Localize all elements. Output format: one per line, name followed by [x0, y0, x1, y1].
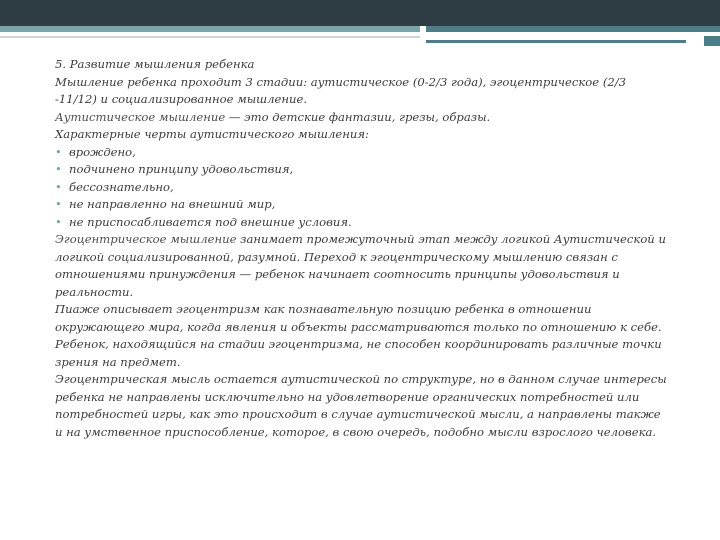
- paragraph-stages: Мышление ребенка проходит 3 стадии: аутистическое (0-2/3 года), эгоцентрическое (2/3 -11/12) и социализированное мышление.: [55, 74, 627, 106]
- bullet-marker: •: [55, 179, 62, 194]
- bullet-marker: •: [55, 197, 62, 211]
- paragraph-egocentric: [55, 231, 667, 301]
- accent-cap-right: [704, 36, 720, 46]
- egocentric-description: занимает промежуточный этап между логикой Аутистической и логикой социализированной, разумной. Переход к эгоцентрическому мышлению связан с отношениями принуждения — ребенок начинает соотносить принципы удовольствия и реальности.: [55, 232, 666, 299]
- accent-stripe-left: [0, 26, 420, 32]
- bullet-marker: •: [55, 162, 62, 176]
- slide-body: [55, 56, 667, 441]
- list-item-text: не приспосабливается под внешние условия.: [69, 214, 352, 229]
- list-item-text: не направленно на внешний мир,: [69, 197, 276, 211]
- term-egocentric-thinking: Эгоцентрическое мышление: [55, 232, 237, 246]
- paragraph-traits-intro: Характерные черты аутистического мышления:: [55, 127, 369, 141]
- list-item-text: бессознательно,: [69, 179, 174, 194]
- list-item-text: врождено,: [69, 144, 136, 159]
- list-item-text: подчинено принципу удовольствия,: [69, 162, 294, 176]
- paragraph-egocentric-thought: Эгоцентрическая мысль остается аутистической по структуре, но в данном случае интересы ребенка не направлены исключительно на удовлетворение органических потребностей или потребностей игры, как это происходит в случае аутистической мысли, а направлены также и на умственное приспособление, которое, в свою очередь, подобно мысли взрослого человека.: [55, 372, 667, 439]
- section-heading: 5. Развитие мышления ребенка: [55, 57, 255, 71]
- divider-line-left: [0, 36, 420, 38]
- term-autistic-thinking: Аутистическое мышление: [55, 109, 226, 124]
- accent-stripe-right: [426, 26, 720, 32]
- paragraph-piaget: Пиаже описывает эгоцентризм как познавательную позицию ребенка в отношении окружающего мира, когда явления и объекты рассматриваются только по отношению к себе. Ребенок, находящийся на стадии эгоцентризма, не способен координировать различные точки зрения на предмет.: [55, 302, 662, 369]
- list-item: [55, 196, 667, 214]
- list-item: [55, 144, 667, 162]
- bullet-marker: •: [55, 144, 62, 159]
- paragraph-autistic: [55, 109, 667, 127]
- list-item: [55, 214, 667, 232]
- autistic-definition: — это детские фантазии, грезы, образы.: [225, 109, 491, 124]
- slide-top-bar: [0, 0, 720, 26]
- bullet-marker: •: [55, 214, 62, 229]
- divider-line-right: [426, 40, 686, 43]
- list-item: [55, 161, 667, 179]
- list-item: [55, 179, 667, 197]
